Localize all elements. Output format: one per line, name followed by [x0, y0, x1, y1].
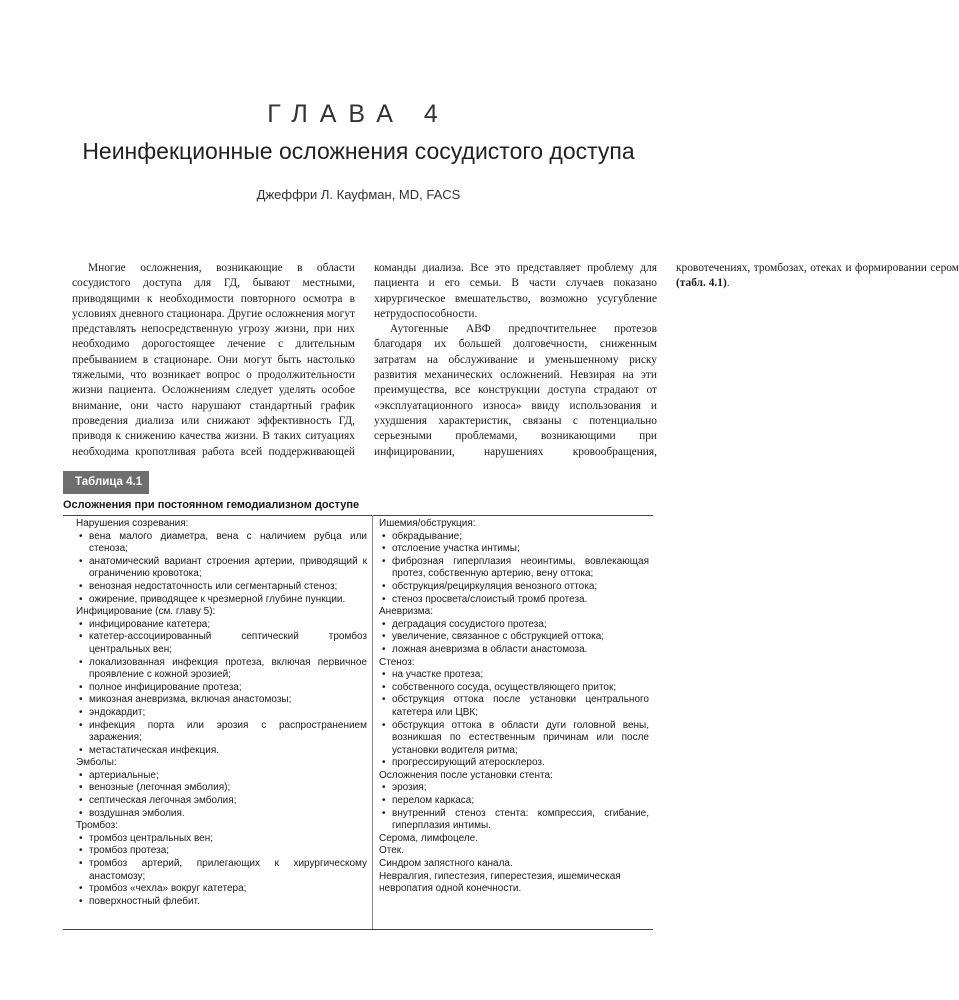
intro-paragraph-2-end: . — [726, 277, 730, 290]
table-caption: Осложнения при постоянном гемодиализном доступе — [63, 499, 360, 511]
list-item: • локализованная инфекция протеза, включая первичное проявление с кожной эрозией; — [76, 657, 367, 682]
list-item: • микозная аневризма, включая анастомозы; — [76, 694, 367, 707]
intro-paragraph-1: Многие осложнения, возникающие в области сосудистого доступа для ГД, бывают местными, приводящими к необходимости повторного осмотра в условиях дневного стационара. Другие осложнения могут представлять непосредственную угрозу жизни, при них необходимо дорогостоящее лечение с длительным пребыванием в стационаре. Они могут быть настолько тяжелыми, что возникает вопрос о продолжительности жизни пациента. Осложнениям следует уделять особое внимание, они часто нарушают стандартный график проведения диализа или снижают эффективность ГД, приводя к снижению качества жизни. В таких ситуациях необходима кропотливая работа всей поддерживающей команды диализа. Все это представляет проблему для пациента и его семьи. В части случаев показано хирургическое вмешательство, возможно усугубление нетрудоспособности. — [72, 262, 657, 458]
group-maturation — [76, 518, 367, 606]
extra-item: Невралгия, гипестезия, гиперестезия, ишемическая невропатия одной конечности. — [379, 870, 621, 895]
list-item: • на участке протеза; — [379, 669, 649, 682]
list-item: • обкрадывание; — [379, 531, 649, 544]
extra-item: Синдром запястного канала. — [379, 858, 513, 870]
list-item: • тромбоз центральных вен; — [76, 833, 367, 846]
list-item: • внутренний стеноз стента: компрессия, сгибание, гиперплазия интимы. — [379, 808, 649, 833]
list-item: • полное инфицирование протеза; — [76, 682, 367, 695]
list-item: • эндокардит; — [76, 707, 367, 720]
list-item: • обструкция оттока в области дуги головной вены, возникшая по естественным причинам или после установки водителя ритма; — [379, 720, 649, 758]
group-ischemia — [379, 518, 649, 606]
chapter-label: ГЛАВА 4 — [267, 100, 450, 128]
list-item: • стеноз просвета/слоистый тромб протеза. — [379, 594, 649, 607]
list-item: • ожирение, приводящее к чрезмерной глубине пункции. — [76, 594, 367, 607]
list-item: • анатомический вариант строения артерии, приводящий к ограничению кровотока; — [76, 556, 367, 581]
list-item: • прогрессирующий атеросклероз. — [379, 757, 649, 770]
group-thrombosis — [76, 820, 367, 908]
list-item: • вена малого диаметра, вена с наличием рубца или стеноза; — [76, 531, 367, 556]
extra-item: Отек. — [379, 845, 404, 857]
list-item: • собственного сосуда, осуществляющего приток; — [379, 682, 649, 695]
extra-item: Серома, лимфоцеле. — [379, 832, 479, 844]
group-title: Нарушения созревания: — [76, 518, 189, 529]
group-infection — [76, 606, 367, 757]
group-stenosis — [379, 657, 649, 770]
list-item: • артериальные; — [76, 770, 367, 783]
list-item: • поверхностный флебит. — [76, 896, 367, 909]
list-item: • септическая легочная эмболия; — [76, 795, 367, 808]
table-bottom-rule — [63, 929, 653, 930]
list-item: • тромбоз артерий, прилегающих к хирургическому анастомозу; — [76, 858, 367, 883]
intro-paragraph-2-text: Аутогенные АВФ предпочтительнее протезов благодаря их большей долговечности, сниженным затратам на обслуживание и уменьшенному риску развития механических осложнений. Невзирая на эти преимущества, все конструкции доступа страдают от «эксплуатационного износа» ввиду использования и ухудшения характеристик, связаны с потенциально серьезными проблемами, возникающими при инфицировании, нарушениях кровообращения, кровотечениях, тромбозах, отеках и формировании сером — [374, 262, 959, 458]
list-item: • тромбоз «чехла» вокруг катетера; — [76, 883, 367, 896]
group-title: Тромбоз: — [76, 820, 118, 832]
list-item: • катетер-ассоциированный септический тромбоз центральных вен; — [76, 631, 367, 656]
list-item: • венозная недостаточность или сегментарный стеноз; — [76, 581, 367, 594]
list-item: • инфицирование катетера; — [76, 619, 367, 632]
table-top-rule — [63, 515, 653, 516]
table-right-column — [379, 518, 649, 896]
group-emboli — [76, 757, 367, 820]
chapter-title: Неинфекционные осложнения сосудистого доступа — [82, 138, 635, 164]
group-title: Эмболы: — [76, 757, 117, 769]
list-item: • венозные (легочная эмболия); — [76, 782, 367, 795]
table-left-column — [76, 518, 367, 908]
chapter-author: Джеффри Л. Кауфман, MD, FACS — [256, 187, 461, 202]
list-item: • обструкция оттока после установки центрального катетера или ЦВК; — [379, 694, 649, 719]
group-title: Осложнения после установки стента: — [379, 769, 553, 781]
list-item: • деградация сосудистого протеза; — [379, 619, 649, 632]
table-column-divider — [372, 515, 373, 929]
list-item: • отслоение участка интимы; — [379, 543, 649, 556]
intro-text — [72, 261, 959, 461]
table-reference: (табл. 4.1) — [676, 277, 727, 290]
list-item: • инфекция порта или эрозия с распространением заражения; — [76, 720, 367, 745]
list-item: • тромбоз протеза; — [76, 845, 367, 858]
group-title: Ишемия/обструкция: — [379, 518, 476, 529]
group-stent — [379, 770, 649, 833]
list-item: • эрозия; — [379, 782, 649, 795]
group-aneurysm — [379, 606, 649, 656]
list-item: • обструкция/рециркуляция венозного оттока; — [379, 581, 649, 594]
list-item: • воздушная эмболия. — [76, 808, 367, 821]
list-item: • метастатическая инфекция. — [76, 745, 367, 758]
list-item: • перелом каркаса; — [379, 795, 649, 808]
list-item: • увеличение, связанное с обструкцией оттока; — [379, 631, 649, 644]
list-item: • фиброзная гиперплазия неоинтимы, вовлекающая протез, собственную артерию, вену оттока; — [379, 556, 649, 581]
group-title: Аневризма: — [379, 606, 434, 618]
group-title: Стеноз: — [379, 656, 415, 668]
group-title: Инфицирование (см. главу 5): — [76, 606, 216, 618]
list-item: • ложная аневризма в области анастомоза. — [379, 644, 649, 657]
table-tag: Таблица 4.1 — [63, 471, 149, 494]
